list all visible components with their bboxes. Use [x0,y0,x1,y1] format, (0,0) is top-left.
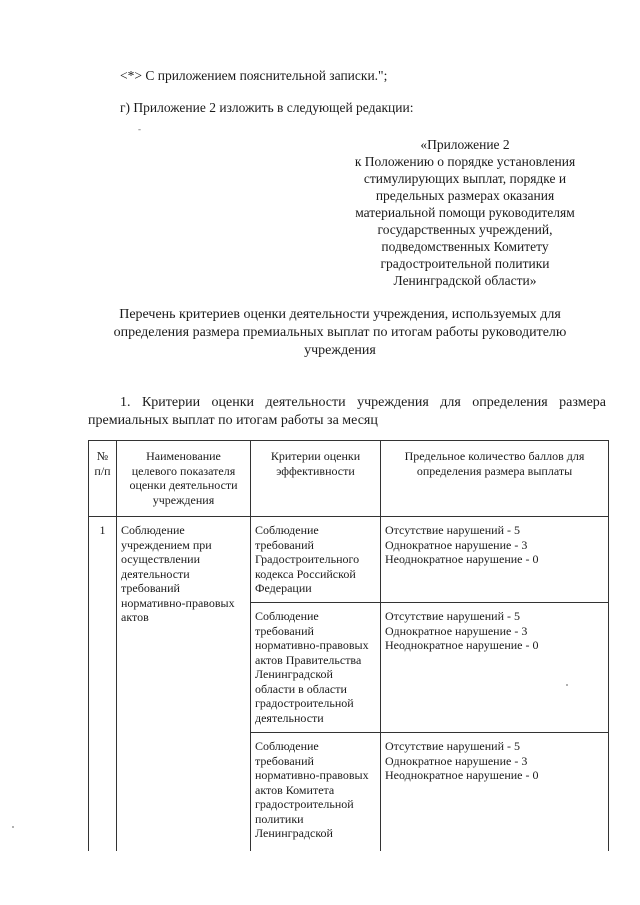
score-cell: Отсутствие нарушений - 5 Однократное нарушение - 3 Неоднократное нарушение - 0 [381,603,609,733]
section-heading [88,394,606,430]
appendix-line: государственных учреждений, [377,222,553,237]
appendix-line: к Положению о порядке установления [354,154,576,169]
appendix-heading [300,136,630,289]
section-heading-line: премиальных выплат по итогам работы за месяц [88,413,378,428]
header-criteria: Критерии оценки эффективности [251,441,381,517]
appendix-line: материальной помощи руководителям [355,205,575,220]
row-indicator: Соблюдение учреждением при осуществлении деятельности требований нормативно-правовых актов [117,517,251,851]
table-row [89,517,609,603]
section-heading-line: 1. Критерии оценки деятельности учреждения для определения размера [120,395,606,410]
row-number: 1 [89,517,117,851]
appendix-line: градостроительной политики [380,256,550,271]
score-cell: Отсутствие нарушений - 5 Однократное нарушение - 3 Неоднократное нарушение - 0 [381,517,609,603]
score-cell: Отсутствие нарушений - 5 Однократное нарушение - 3 Неоднократное нарушение - 0 [381,733,609,851]
header-number: № п/п [89,441,117,517]
table-header-row [89,441,609,517]
criterion-cell: Соблюдение требований Градостроительного кодекса Российской Федерации [251,517,381,603]
appendix-line: «Приложение 2 [420,137,510,152]
appendix-line: Ленинградской области» [393,273,537,288]
appendix-line: предельных размерах оказания [375,188,555,203]
criteria-table [88,440,609,851]
header-scores: Предельное количество баллов для определения размера выплаты [381,441,609,517]
footnote-line: <*> С приложением пояснительной записки."; [120,68,388,83]
appendix-line: подведомственных Комитету [381,239,549,254]
list-title-line: определения размера премиальных выплат по итогам работы руководителю [113,325,567,340]
instruction-line: г) Приложение 2 изложить в следующей редакции: [120,100,414,115]
list-title-line: учреждения [304,343,376,358]
scan-speck [566,684,568,686]
criterion-cell: Соблюдение требований нормативно-правовых актов Правительства Ленинградской области в области градостроительной деятельности [251,603,381,733]
list-title [60,306,620,360]
header-indicator: Наименование целевого показателя оценки деятельности учреждения [117,441,251,517]
scan-mark: - [138,124,141,134]
list-title-line: Перечень критериев оценки деятельности учреждения, используемых для [119,307,561,322]
appendix-line: стимулирующих выплат, порядке и [363,171,567,186]
criterion-cell: Соблюдение требований нормативно-правовых актов Комитета градостроительной политики Ленинградской [251,733,381,851]
scan-speck [12,826,14,828]
